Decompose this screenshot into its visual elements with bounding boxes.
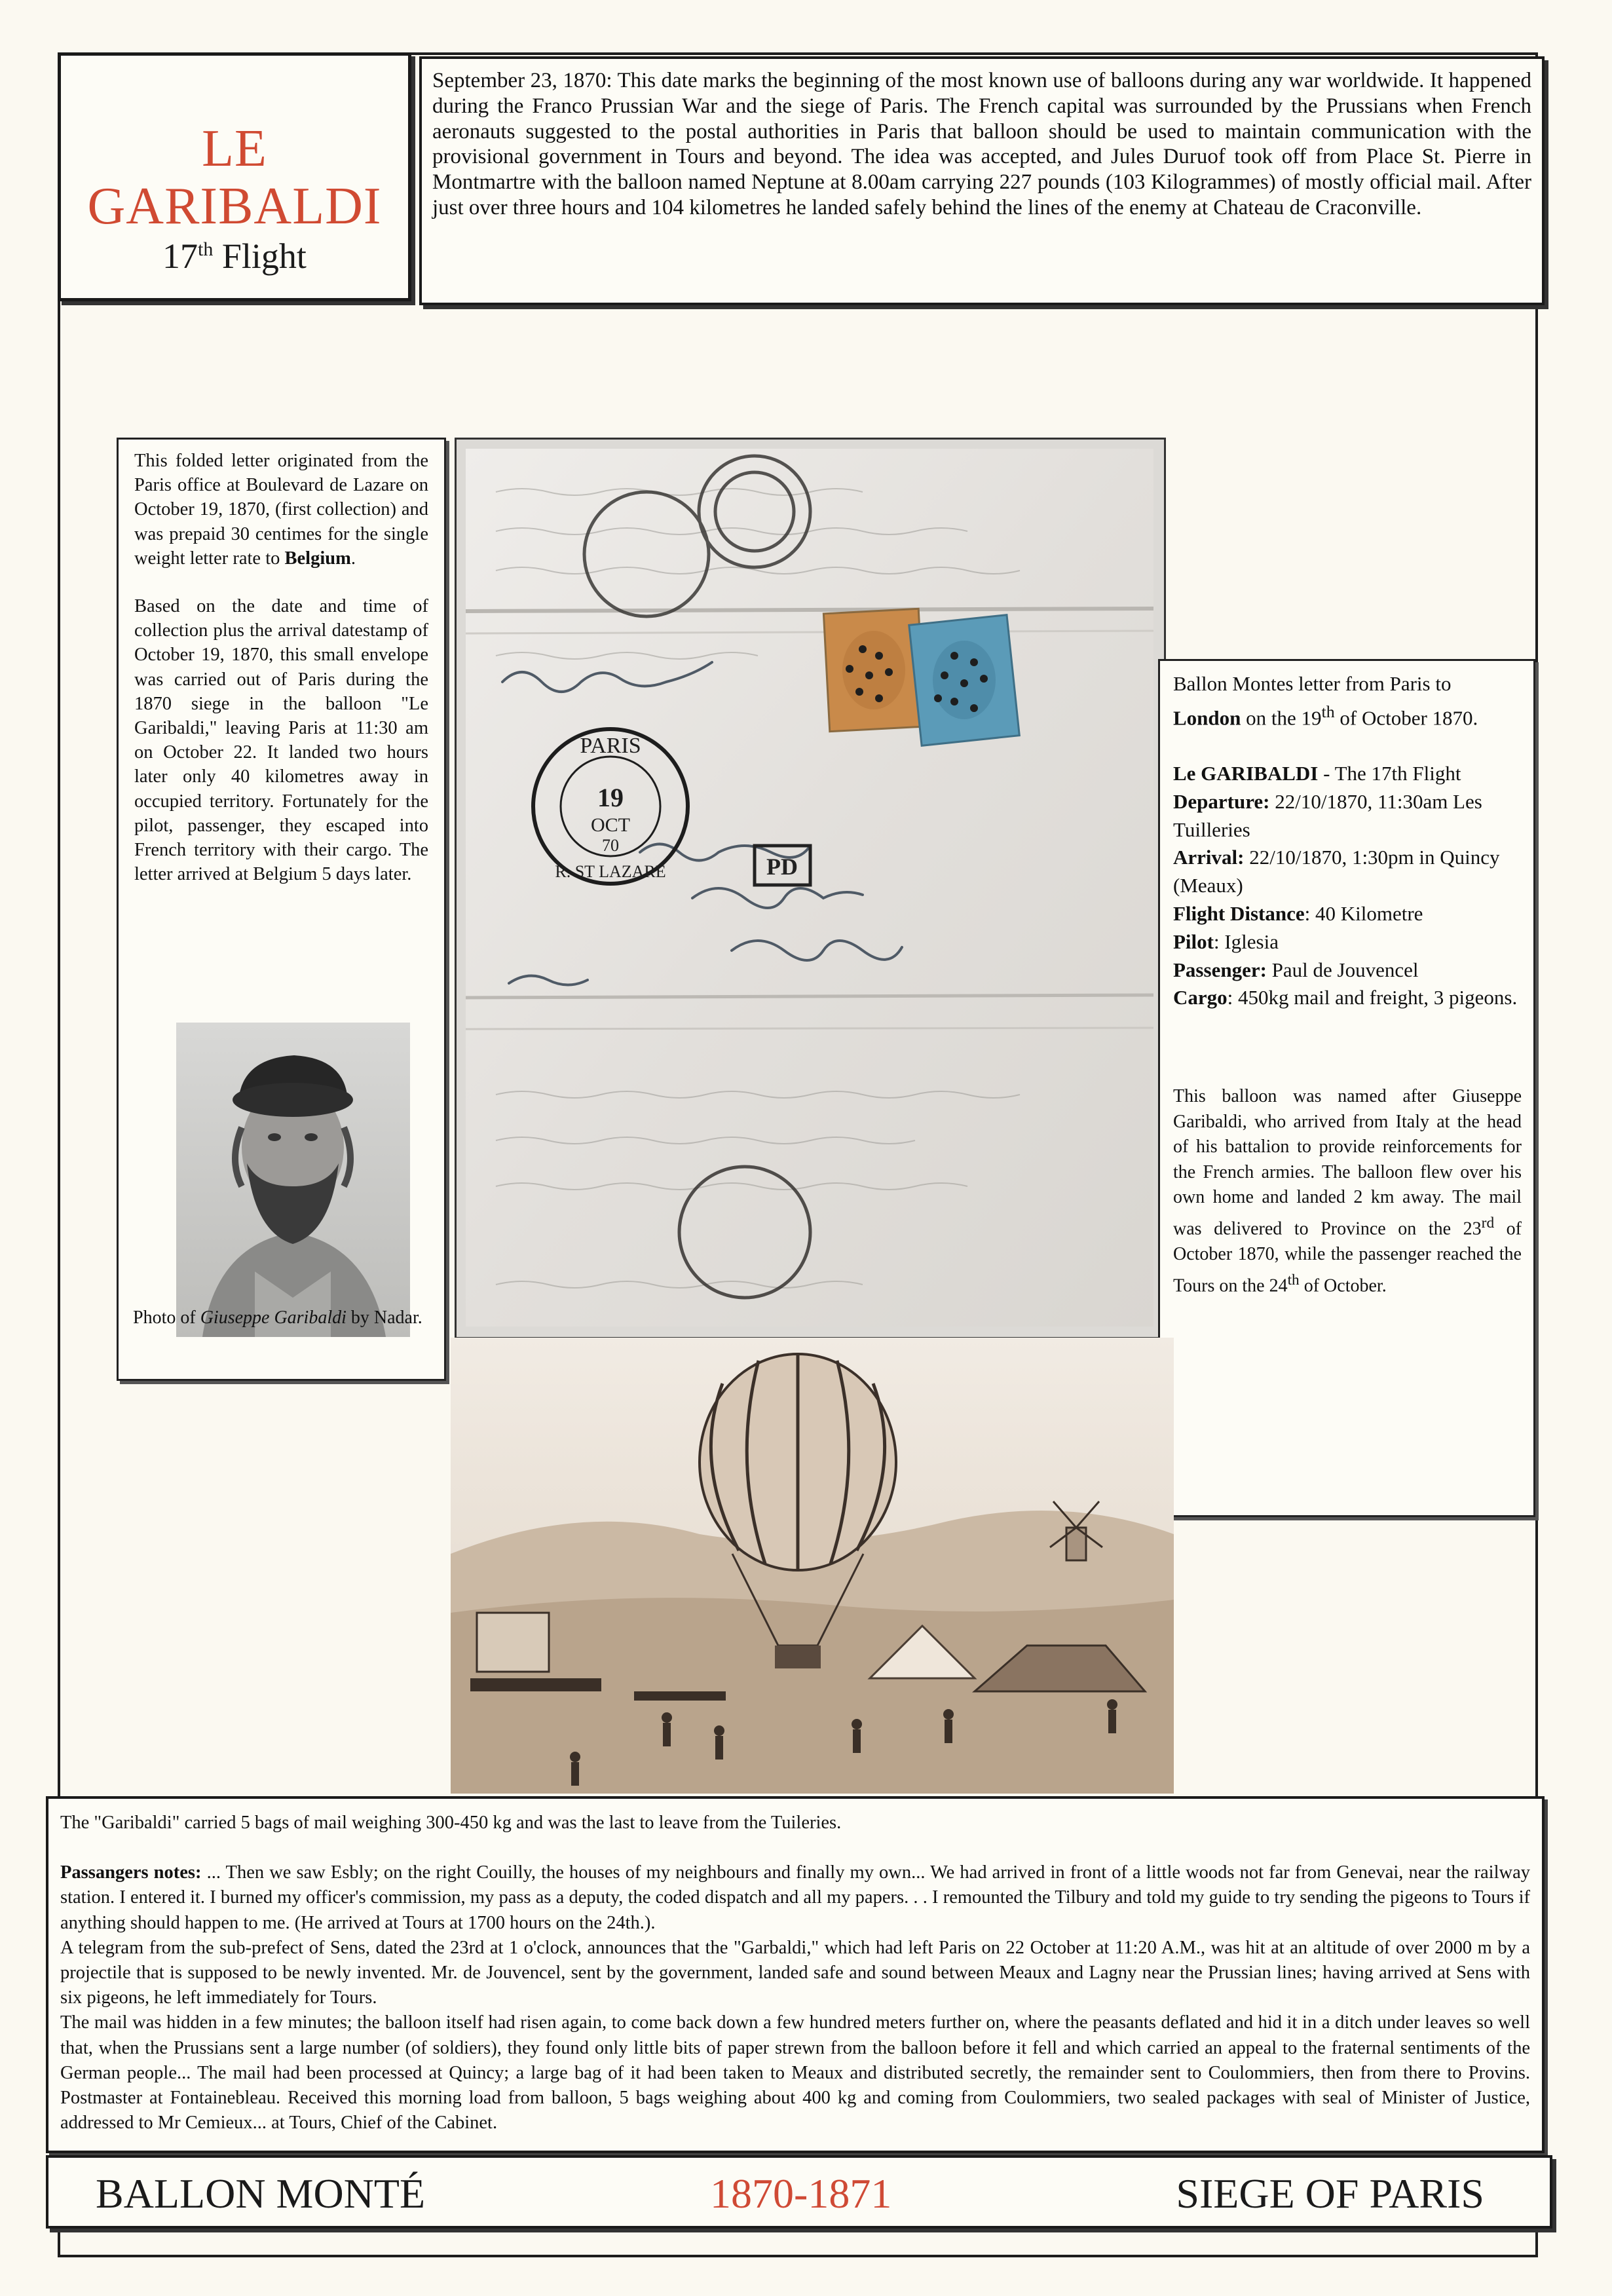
arrival-row	[1173, 844, 1522, 900]
pilot-value: : Iglesia	[1214, 930, 1279, 953]
portrait-caption	[133, 1306, 434, 1330]
distance-row	[1173, 900, 1522, 928]
cargo-row	[1173, 984, 1522, 1012]
mail-hidden-paragraph: The mail was hidden in a few minutes; the balloon itself had risen again, to come back down a few hundred meters further on, where the peasants deflated and hid it in a ditch under leaves so well that, when the Prussians sent a large number (of soldiers), they found only little bits of paper strewn from the balloon before it fell and which carried an appeal to the fraternal sentiments of the German people... The mail had been processed at Quincy; a large bag of it had been taken to Meaux and distributed secretly, the remainder sent to Coulommiers, then from there to Provins. Postmaster at Fontainebleau. Received this morning load from balloon, 5 bags weighing about 400 kg and coming from Coulommiers, two sealed packages with seal of Minister of Justice, addressed to Mr Cemieux... at Tours, Chief of the Cabinet.	[60, 2012, 1530, 2134]
passenger-row	[1173, 956, 1522, 985]
garibaldi-portrait-image	[176, 1023, 410, 1337]
route-post: of October 1870.	[1334, 706, 1478, 730]
caption-suffix: by Nadar.	[346, 1308, 422, 1328]
footer-dates: 1870-1871	[710, 2170, 892, 2217]
distance-label: Flight Distance	[1173, 901, 1305, 925]
folded-letter-svg	[457, 440, 1164, 1337]
passenger-label: Passenger:	[1173, 958, 1267, 981]
named-a: This balloon was named after Giuseppe Garibaldi, who arrived from Italy at the head of his battalion to provide reinforcements for the French armies. The balloon flew over his own home and landed 2 km away. The mail was delivered to Province on the 23	[1173, 1086, 1522, 1239]
caption-prefix: Photo of	[133, 1308, 200, 1328]
arrival-value: 22/10/1870, 1:30pm in Quincy (Meaux)	[1173, 846, 1500, 897]
passenger-notes-text: ... Then we saw Esbly; on the right Couilly, the houses of my neighbours and finally my own... We had arrived in front of a little woods not far from Genevai, near the railway station. I entered it. I burned my officer's commission, my pass as a deputy, the coded dispatch and all my papers. . . I remounted the Tilbury and told my guide to try sending the pigeons to Tours if anything should happen to me. (He arrived at Tours at 1700 hours on the 24th.).	[60, 1862, 1530, 1933]
arrival-label: Arrival:	[1173, 846, 1245, 869]
flight-heading-bold: Le GARIBALDI	[1173, 761, 1319, 785]
postmark-day: 19	[597, 783, 624, 812]
letter-origin-paragraph	[134, 449, 428, 571]
balloon-name-paragraph	[1173, 1084, 1522, 1298]
telegram-paragraph: A telegram from the sub-prefect of Sens, dated the 23rd at 1 o'clock, announces that the "Garbaldi," which had left Paris on 22 October at 11:20 A.M., was hit at an altitude of over 2000 m by a projectile that is supposed to be newly invented. Mr. de Jouvencel, sent by the government, landed safe and sound between Meaux and Lagny near the Prussian lines; having arrived at Sens with six pigeons, he left immediately for Tours.	[60, 1937, 1530, 2008]
postmark-year: 70	[602, 836, 619, 855]
passenger-value: Paul de Jouvencel	[1266, 958, 1419, 981]
caption-name: Giuseppe Garibaldi	[200, 1308, 347, 1328]
named-b: of October 1870, while the passenger reached the Tours on the 24	[1173, 1218, 1522, 1296]
departure-label: Departure:	[1173, 789, 1270, 813]
postmark-month: OCT	[591, 814, 630, 836]
flight-narrative-paragraph: Based on the date and time of collection plus the arrival datestamp of October 19, 1870, this small envelope was carried out of Paris during the 1870 siege in the balloon "Le Garibaldi," leaving Paris at 11:30 am on October 22. It landed two hours later only 40 kilometres away in occupied territory. Fortunately for the pilot, passenger, they escaped into French territory with their cargo. The letter arrived at Belgium 5 days later.	[134, 596, 428, 885]
flight-number: 17	[162, 236, 198, 276]
postmark-city: PARIS	[580, 734, 641, 758]
flight-subtitle	[61, 230, 408, 276]
footer-box	[46, 2155, 1552, 2229]
flight-suffix: th	[198, 238, 214, 260]
passenger-notes	[60, 1860, 1530, 1936]
route-sup: th	[1321, 702, 1335, 721]
folded-letter-image	[455, 438, 1166, 1339]
flight-heading	[1173, 760, 1522, 788]
passenger-notes-label: Passangers notes:	[60, 1862, 202, 1883]
distance-value: : 40 Kilometre	[1304, 901, 1423, 925]
cargo-label: Cargo	[1173, 986, 1228, 1009]
origin-end: .	[350, 548, 356, 569]
cargo-value: : 450kg mail and freight, 3 pigeons.	[1227, 986, 1518, 1009]
balloon-engraving-image	[451, 1338, 1174, 1794]
flight-facts	[1173, 760, 1522, 1012]
footer-right: SIEGE OF PARIS	[1176, 2170, 1484, 2217]
title-line-2: GARIBALDI	[87, 178, 382, 235]
pilot-label: Pilot	[1173, 930, 1214, 953]
postmark-office: R. ST LAZARE	[555, 862, 666, 881]
named-c: of October.	[1299, 1275, 1387, 1296]
origin-text: This folded letter originated from the Paris office at Boulevard de Lazare on October 19, 1870, (first collection) and was prepaid 30 centimes for the single weight letter rate to	[134, 451, 428, 569]
notes-intro: The "Garibaldi" carried 5 bags of mail weighing 300-450 kg and was the last to leave from the Tuileries.	[60, 1813, 842, 1833]
title-line-1: LE	[202, 120, 267, 178]
named-sup2: th	[1287, 1271, 1300, 1289]
letter-description-box	[117, 438, 446, 1381]
intro-text: September 23, 1870: This date marks the beginning of the most known use of balloons during any war worldwide. It happened during the Franco Prussian War and the siege of Paris. The French capital was surrounded by the Prussians when French aeronauts suggested to the postal authorities in Paris that balloon should be used to maintain communication with the provisional government in Tours and beyond. The idea was accepted, and Jules Duruof took off from Place St. Pierre in Montmartre with the balloon named Neptune at 8.00am carrying 227 pounds (103 Kilogrammes) of mostly official mail. After just over three hours and 104 kilometres he landed safely behind the lines of the enemy at Chateau de Craconville.	[432, 69, 1531, 219]
departure-row	[1173, 788, 1522, 844]
route-pre: Ballon Montes letter from Paris to	[1173, 672, 1452, 695]
destination-bold: Belgium	[284, 548, 351, 569]
flight-details-box	[1158, 659, 1535, 1517]
pd-text: PD	[766, 854, 798, 880]
flight-word: Flight	[221, 236, 307, 276]
intro-box	[419, 56, 1545, 305]
footer-left: BALLON MONTÉ	[96, 2170, 426, 2217]
route-destination: London	[1173, 706, 1241, 730]
pilot-row	[1173, 928, 1522, 956]
route-paragraph	[1173, 670, 1522, 732]
flight-heading-rest: - The 17th Flight	[1318, 761, 1461, 785]
named-sup1: rd	[1481, 1214, 1495, 1232]
notes-box	[46, 1796, 1545, 2153]
route-mid: on the 19	[1241, 706, 1322, 730]
title-box	[58, 52, 411, 301]
departure-value: 22/10/1870, 11:30am Les Tuilleries	[1173, 789, 1482, 841]
stamps	[823, 609, 1019, 745]
